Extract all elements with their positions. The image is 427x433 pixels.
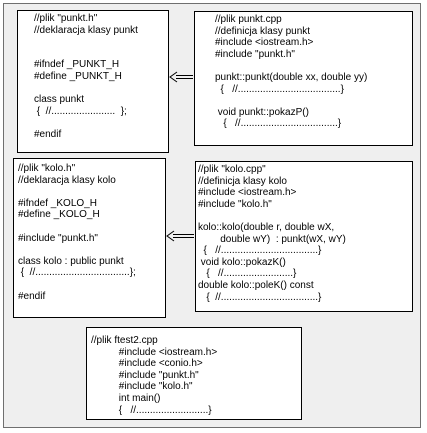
kolo-cpp-code: //plik "kolo.cpp" //definicja klasy kolo #include <iostream.h> #include "kolo.h" kolo::kolo(double r, double wX, double wY) : punkt(wX, wY) { //...................................} void kolo::pokazK() { //.........................} double kolo::poleK() const { //...................................}	[198, 164, 346, 303]
arrow-punkt-cpp-to-punkt-h	[170, 72, 193, 82]
punkt-cpp-code: //plik punkt.cpp //definicja klasy punkt #include <iostream.h> #include "punkt.h" punkt::punkt(double xx, double yy) { //.....................................} void punkt::pokazP() { //...................................}	[215, 14, 368, 130]
punkt-h-code: //plik "punkt.h" //deklaracja klasy punkt #ifndef _PUNKT_H #define _PUNKT_H class punkt { //....................... }; #endif	[34, 13, 138, 140]
kolo-h-code: //plik "kolo.h" //deklaracja klasy kolo #ifndef _KOLO_H #define _KOLO_H #include "punkt.h" class kolo : public punkt { //..................................}; #endif	[18, 163, 136, 302]
ftest2-cpp-code: //plik ftest2.cpp #include <iostream.h> #include <conio.h> #include "punkt.h" #include "kolo.h" int main() { //..........................}	[91, 335, 218, 416]
arrow-kolo-cpp-to-kolo-h	[167, 231, 194, 241]
